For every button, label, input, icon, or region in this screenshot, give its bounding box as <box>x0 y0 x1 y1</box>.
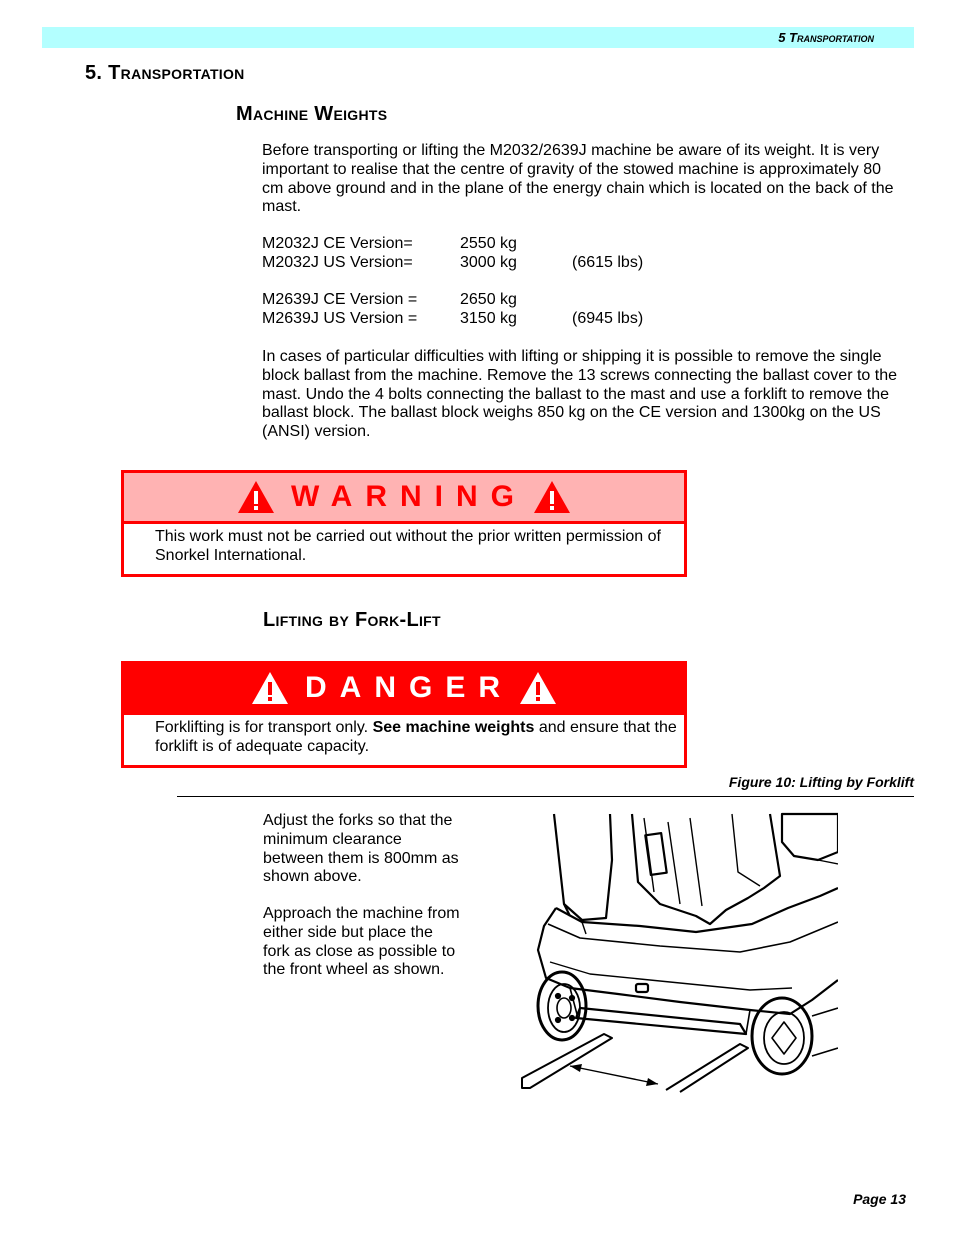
warning-title-bar <box>124 473 684 524</box>
page-number: Page 13 <box>853 1191 906 1207</box>
weight-lbs: (6945 lbs) <box>572 310 644 327</box>
warning-box <box>121 470 687 577</box>
danger-text <box>124 715 684 765</box>
forklift-paragraph-2: Approach the machine from either side but place the fork as close as possible to the front wheel as shown. <box>263 905 460 979</box>
weight-model: M2032J CE Version= <box>262 235 413 252</box>
running-header-title: 5 Transportation <box>778 30 874 45</box>
forklift-paragraph-1: Adjust the forks so that the minimum clearance between them is 800mm as shown above. <box>263 812 459 886</box>
forklift-machine-illustration <box>520 812 838 1094</box>
machine-weights-heading: Machine Weights <box>236 103 388 125</box>
weight-kg: 3000 kg <box>460 254 517 271</box>
danger-title: DANGER <box>304 671 513 704</box>
forklift-heading: Lifting by Fork-Lift <box>263 609 441 631</box>
running-header-bar <box>42 27 914 48</box>
weight-kg: 2550 kg <box>460 235 517 252</box>
weight-model: M2639J CE Version = <box>262 291 418 308</box>
danger-triangle-icon <box>519 671 557 705</box>
danger-box <box>121 661 687 768</box>
figure-rule <box>177 796 914 797</box>
danger-title-bar <box>124 664 684 715</box>
weight-kg: 3150 kg <box>460 310 517 327</box>
danger-text-before: Forklifting is for transport only. <box>155 719 373 736</box>
warning-triangle-icon <box>237 480 275 514</box>
weight-model: M2032J US Version= <box>262 254 413 271</box>
weight-model: M2639J US Version = <box>262 310 418 327</box>
weight-lbs: (6615 lbs) <box>572 254 644 271</box>
machine-weights-intro: Before transporting or lifting the M2032/2639J machine be aware of its weight. It is very important to realise that the centre of gravity of the stowed machine is approximately 80 cm above ground and in the plane of the energy chain which is located on the back of the mast. <box>262 142 894 216</box>
section-title: 5. Transportation <box>85 62 245 84</box>
danger-text-link: See machine weights <box>372 719 535 736</box>
figure-caption: Figure 10: Lifting by Forklift <box>728 774 914 790</box>
ballast-paragraph: In cases of particular difficulties with lifting or shipping it is possible to remove the single block ballast from the machine. Remove the 13 screws connecting the ballast cover to the mast. Undo the 4 bolts connecting the ballast to the mast and use a forklift to remove the ballast block. The ballast block weighs 850 kg on the CE version and 1300kg on the US (ANSI) version. <box>262 348 897 441</box>
warning-triangle-icon <box>533 480 571 514</box>
weight-kg: 2650 kg <box>460 291 517 308</box>
warning-text: This work must not be carried out without the prior written permission of Snorkel International. <box>124 524 684 574</box>
danger-triangle-icon <box>251 671 289 705</box>
warning-title: WARNING <box>291 480 527 513</box>
danger-text-after: and ensure that the forklift is of adequate capacity. <box>155 719 677 755</box>
